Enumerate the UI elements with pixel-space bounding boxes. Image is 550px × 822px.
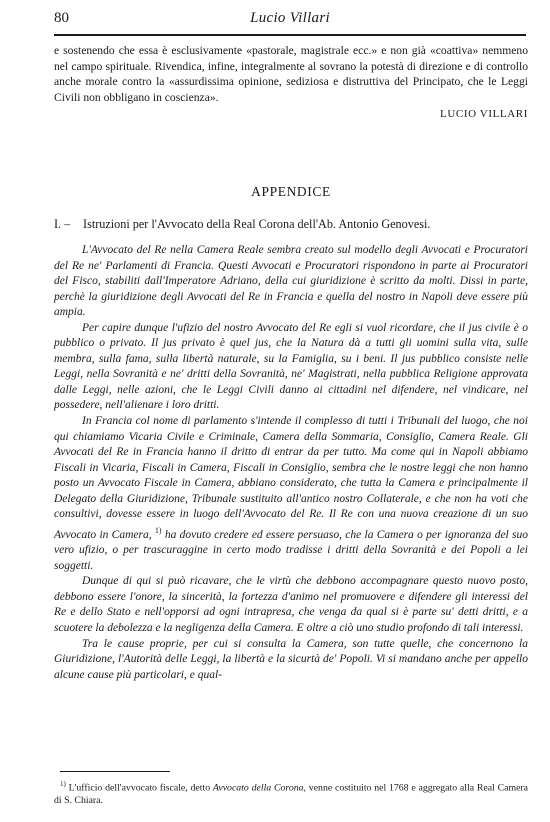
page-header <box>54 10 526 32</box>
appendix-paragraph-5: Tra le cause proprie, per cui si consulta la Camera, son tutte quelle, che concernono la Giuridizione, l'Autorità delle Leggi, la libertà e la sicurtà de' Popoli. Vi si mandano anche per appello alcune cause più particolari, e qual- <box>54 637 528 681</box>
header-rule <box>54 34 526 36</box>
footnote <box>54 778 528 807</box>
footnote-marker: 1) <box>154 525 162 535</box>
appendix-paragraph-2: Per capire dunque l'ufizio del nostro Avvocato del Re egli si vuol ricordare, che il jus civile è o pubblico o privato. Il jus privato è quel jus, che la Natura dà a tutti gli uomini sulla vita, sulle membra, sulla fama, sulla libertà naturale, su la Famiglia, su i beni. Il jus pubblico consiste nelle Leggi, nella Sovranità e ne' dritti della Sovranità, ne' Magistrati, nella pubblica Religione approvata dalle Leggi, nelle azioni, che le Leggi Civili danno ai cittadini nel difendere, nel vindicare, nel possedere, nell'alienare i loro dritti. <box>54 321 528 412</box>
section-heading <box>54 217 534 232</box>
running-title: Lucio Villari <box>250 10 330 26</box>
appendix-text <box>54 243 528 683</box>
footnote-text-italic: Avvocato della Corona, <box>212 782 306 794</box>
appendix-title: APPENDICE <box>251 184 331 199</box>
appendix-paragraph-1: L'Avvocato del Re nella Camera Reale sembra creato sul modello degli Avvocati e Procuratori del Re ne' Parlamenti di Francia. Questi Avvocati e Procuratori rispondono in parte ai Procuratori del Fisco, stabiliti dall'Imperatore Adriano, della cui giuridizione è scritto da molti. Dissi in parte, perchè la giuridizione degli Avvocati del Re in Francia e quella del nostro in Napoli deve essere più ampia. <box>54 244 528 319</box>
appendix-paragraph-3 <box>54 414 528 574</box>
section-label: I. – <box>54 217 71 231</box>
author-signature: LUCIO VILLARI <box>440 108 528 120</box>
section-title: Istruzioni per l'Avvocato della Real Corona dell'Ab. Antonio Genovesi. <box>83 217 431 231</box>
intro-text <box>54 43 528 123</box>
footnote-rule <box>60 771 170 772</box>
page-number: 80 <box>54 10 69 26</box>
footnote-text-start: L'ufficio dell'avvocato fiscale, detto <box>68 782 211 794</box>
paragraph-3-start: In Francia col nome di parlamento s'intende il complesso di tutti i Tribunali del luogo, che noi qui chiamiamo Vicaria Civile e Criminale, Camera della Sommaria, Consiglio, Camera Reale. Gli Avvocati del Re in Francia hanno il dritto di entrar da per tutto. Ma come qui in Napoli abbiamo Fiscali in Vicaria, Fiscali in Camera, Fiscali in Consiglio, sembra che le nostre leggi che non hanno posto un Avvocato Fiscale in Camera, abbiano considerato, che tutta la Camera e principalmente il Delegato della Giuridizione, Tribunale sustituito all'antico nostro Collaterale, e che non ha voti che consultivi, dovesse essere in luogo dell'Avvocato del Re. Il Re con una nuova creazione di un suo Avvocato in Camera, <box>54 415 528 541</box>
intro-paragraph: e sostenendo che essa è esclusivamente «pastorale, magistrale ecc.» e non già «coattiva» nemmeno nel campo spirituale. Rivendica, infine, integralmente al sovrano la potestà di direzione e di controllo anche morale contro la «assurdissima opinione, sediziosa e distruttiva del Principato, che le Leggi Civili non obbligano in coscienza». <box>54 44 528 104</box>
footnote-number: 1) <box>60 780 66 788</box>
footnote-text-end: venne costituito nel 1768 e aggregato alla Real Camera di S. Chiara. <box>54 782 529 807</box>
paragraph-3-end: ha dovuto credere ed essere persuaso, che la Camera o per ignoranza del suo vero ufizio, o per trascuraggine in certo modo tradisse i dritti della Sovranità e dei Popoli a lei soggetti. <box>54 528 529 572</box>
appendix-paragraph-4: Dunque di qui si può ricavare, che le virtù che debbono accompagnare questo nuovo posto, debbono essere l'onore, la sincerità, la fortezza d'animo nel promuovere e difendere gli interessi del Re e dello Stato e nell'opporsi ad ogni intrapresa, che venga da qual si è parte su' detti dritti, e a scuotere la debolezza e la negligenza della Camera. E oltre a ciò uno studio profondo di tali interessi. <box>54 575 528 634</box>
